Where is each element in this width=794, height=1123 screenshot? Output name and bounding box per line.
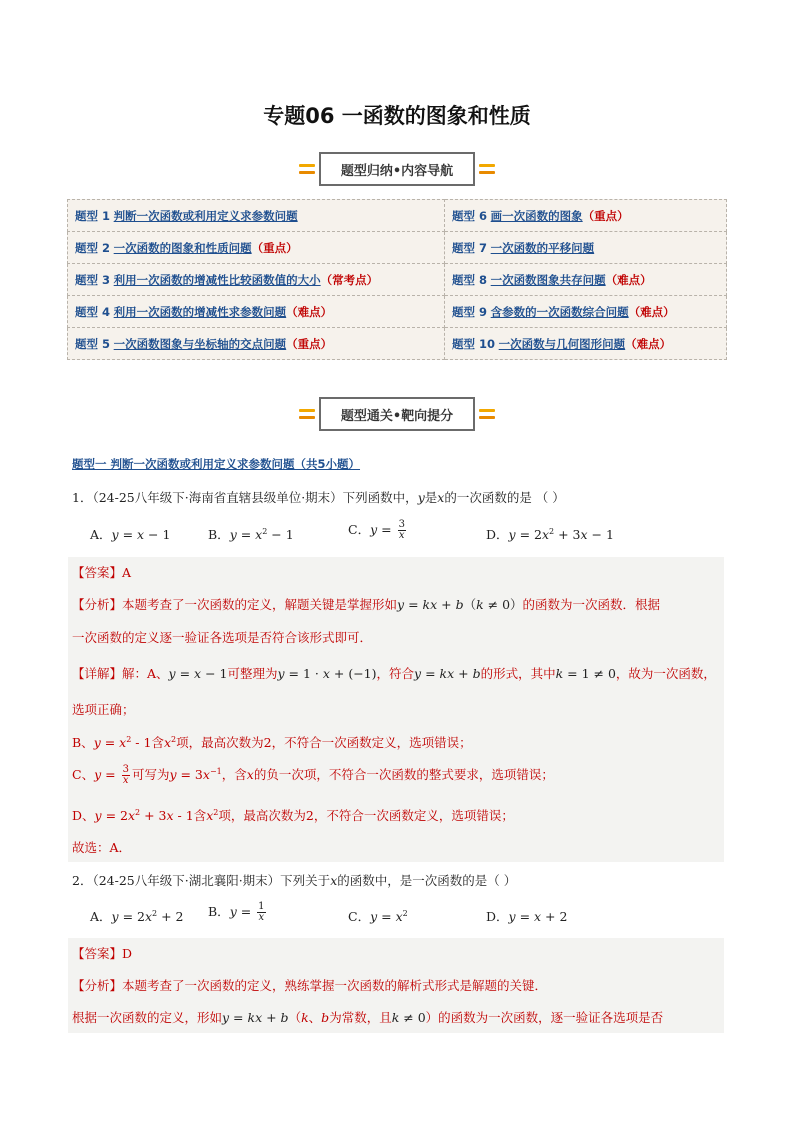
topic-link[interactable]: 判断一次函数或利用定义求参数问题 xyxy=(113,208,298,223)
nav-row xyxy=(68,328,727,360)
topic-number: 题型 3 xyxy=(75,272,111,287)
stem-text: 的一次函数的是 （ ） xyxy=(444,490,565,505)
topic-link[interactable]: 利用一次函数的增减性比较函数值的大小 xyxy=(113,272,321,287)
topic-link[interactable]: 利用一次函数的增减性求参数问题 xyxy=(113,304,287,319)
q2-analysis-line-2: 根据一次函数的定义，形如y = kx + b（k、b为常数，且k ≠ 0）的函数为一次函数，逐一验证各选项是否 xyxy=(72,1010,664,1025)
topic-tag: （重点） xyxy=(251,240,298,255)
decoration-icon xyxy=(299,164,315,174)
nav-cell-left[interactable] xyxy=(68,296,445,328)
q1-analysis-line-1: 【分析】本题考查了一次函数的定义，解题关键是掌握形如y = kx + b（k ≠ 0）的函数为一次函数．根据 xyxy=(72,597,661,612)
topic-number: 题型 4 xyxy=(75,304,111,319)
topic-number: 题型 1 xyxy=(75,208,111,223)
nav-row xyxy=(68,232,727,264)
topic-link[interactable]: 含参数的一次函数综合问题 xyxy=(490,304,629,319)
nav-cell-right[interactable] xyxy=(445,328,727,360)
banner-label: 题型通关•靶向提分 xyxy=(319,397,475,431)
topic-number: 题型 2 xyxy=(75,240,111,255)
nav-row xyxy=(68,264,727,296)
topic-tag: （难点） xyxy=(625,336,672,351)
topic-link[interactable]: 画一次函数的图象 xyxy=(490,208,583,223)
nav-cell-left[interactable] xyxy=(68,200,445,232)
topic-nav-table xyxy=(67,199,727,360)
q1-option-b[interactable]: B．$y = x^2 - 1$ xyxy=(208,526,294,542)
nav-cell-left[interactable] xyxy=(68,264,445,296)
nav-row xyxy=(68,200,727,232)
nav-cell-right[interactable] xyxy=(445,200,727,232)
topic-link[interactable]: 一次函数的图象和性质问题 xyxy=(113,240,252,255)
q1-detail-line-2: 选项正确； xyxy=(72,702,135,717)
page-title: 专题06 一函数的图象和性质 xyxy=(263,104,531,128)
q2-option-b[interactable]: B．y = $\frac{1}{x}$ xyxy=(208,901,265,923)
decoration-icon xyxy=(479,409,495,419)
q1-option-a[interactable]: A．y = x − 1 xyxy=(90,527,171,542)
q2-option-a[interactable]: A．$y = 2x^2 + 2$ xyxy=(90,908,184,924)
question-2-stem: 2．（24-25八年级下·湖北襄阳·期末）下列关于x的函数中，是一次函数的是（ ） xyxy=(72,873,517,888)
q1-detail-b: B、$y = x^2 - 1$含$x^2$项，最高次数为2，不符合一次函数定义，选项错误； xyxy=(72,734,472,750)
q1-analysis-line-2: 一次函数的定义逐一验证各选项是否符合该形式即可． xyxy=(72,630,373,645)
q1-conclusion: 故选：A． xyxy=(72,840,132,855)
topic-number: 题型 5 xyxy=(75,336,111,351)
topic-link[interactable]: 一次函数图象与坐标轴的交点问题 xyxy=(113,336,287,351)
topic-tag: （重点） xyxy=(286,336,333,351)
q1-detail-line-1: 【详解】解：A、y = x − 1可整理为y = 1 · x + (−1)，符合y = kx + b的形式，其中k = 1 ≠ 0，故为一次函数， xyxy=(72,666,716,681)
topic-link[interactable]: 一次函数与几何图形问题 xyxy=(498,336,626,351)
q2-answer: 【答案】D xyxy=(72,946,133,961)
topic-link[interactable]: 一次函数的平移问题 xyxy=(490,240,595,255)
q2-option-d[interactable]: D．y = x + 2 xyxy=(486,909,568,924)
topic-tag: （常考点） xyxy=(320,272,379,287)
topic-number: 题型 9 xyxy=(452,304,488,319)
q1-option-c[interactable]: C．y = $\frac{3}{x}$ xyxy=(348,519,405,541)
section-heading[interactable]: 题型一 判断一次函数或利用定义求参数问题（共5小题） xyxy=(72,457,361,471)
nav-cell-right[interactable] xyxy=(445,232,727,264)
q1-detail-d: D、$y = 2x^2 + 3x - 1$含$x^2$项，最高次数为2，不符合一次函数定义，选项错误； xyxy=(72,807,514,823)
banner-content-navigation xyxy=(0,152,794,186)
topic-tag: （难点） xyxy=(605,272,652,287)
topic-tag: （难点） xyxy=(628,304,675,319)
nav-row xyxy=(68,296,727,328)
math-x: x xyxy=(437,490,445,505)
banner-label: 题型归纳•内容导航 xyxy=(319,152,475,186)
topic-tag: （难点） xyxy=(286,304,333,319)
nav-cell-right[interactable] xyxy=(445,264,727,296)
q2-option-c[interactable]: C．$y = x^2$ xyxy=(348,908,408,924)
q1-detail-c: C、y = $\frac{3}{x}$ 可写为$y = 3x^{-1}$，含x的负一次项，不符合一次函数的整式要求，选项错误； xyxy=(72,764,554,786)
nav-cell-left[interactable] xyxy=(68,232,445,264)
decoration-icon xyxy=(479,164,495,174)
banner-practice xyxy=(0,397,794,431)
nav-cell-left[interactable] xyxy=(68,328,445,360)
stem-text: 1．（24-25八年级下·海南省直辖县级单位·期末）下列函数中， xyxy=(72,490,418,505)
topic-number: 题型 7 xyxy=(452,240,488,255)
topic-tag: （重点） xyxy=(582,208,629,223)
nav-cell-right[interactable] xyxy=(445,296,727,328)
decoration-icon xyxy=(299,409,315,419)
q2-analysis-line-1: 【分析】本题考查了一次函数的定义，熟练掌握一次函数的解析式形式是解题的关键． xyxy=(72,978,548,993)
topic-number: 题型 6 xyxy=(452,208,488,223)
stem-text: 是 xyxy=(424,490,438,505)
q1-answer: 【答案】A xyxy=(72,565,132,580)
math-y: y xyxy=(417,490,425,505)
topic-link[interactable]: 一次函数图象共存问题 xyxy=(490,272,606,287)
question-1-stem xyxy=(72,488,565,506)
topic-number: 题型 10 xyxy=(452,336,496,351)
q1-option-d[interactable]: D．$y = 2x^2 + 3x - 1$ xyxy=(486,526,614,542)
topic-number: 题型 8 xyxy=(452,272,488,287)
